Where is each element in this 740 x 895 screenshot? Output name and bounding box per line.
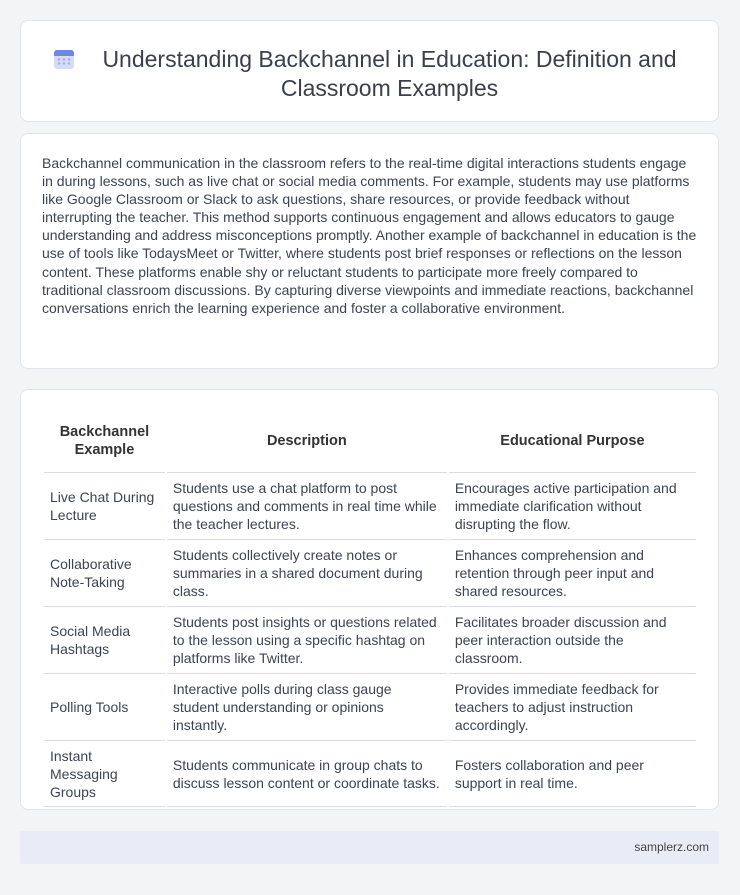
examples-table xyxy=(42,410,698,807)
table-row xyxy=(44,472,696,539)
cell-example: Collaborative Note-Taking xyxy=(44,539,165,606)
cell-example: Social Media Hashtags xyxy=(44,606,165,673)
header-description: Description xyxy=(266,433,347,449)
cell-purpose: Fosters collaboration and peer support in real time. xyxy=(449,740,696,807)
header-example: Backchannel Example xyxy=(59,424,150,458)
page-title: Understanding Backchannel in Education: Definition and Classroom Examples xyxy=(102,46,677,101)
table-row xyxy=(44,740,696,807)
cell-example: Polling Tools xyxy=(44,673,165,740)
cell-purpose: Enhances comprehension and retention through peer input and shared resources. xyxy=(449,539,696,606)
cell-purpose: Facilitates broader discussion and peer interaction outside the classroom. xyxy=(449,606,696,673)
cell-example: Live Chat During Lecture xyxy=(44,472,165,539)
header-purpose: Educational Purpose xyxy=(500,433,645,449)
table-header-row xyxy=(44,410,696,472)
cell-purpose: Provides immediate feedback for teachers to adjust instruction accordingly. xyxy=(449,673,696,740)
cell-purpose: Encourages active participation and immediate clarification without disrupting the flow. xyxy=(449,472,696,539)
cell-description: Students use a chat platform to post questions and comments in real time while the teacher lectures. xyxy=(167,472,447,539)
footer-bar xyxy=(20,831,719,864)
cell-description: Students post insights or questions related to the lesson using a specific hashtag on platforms like Twitter. xyxy=(167,606,447,673)
cell-description: Interactive polls during class gauge student understanding or opinions instantly. xyxy=(167,673,447,740)
cell-description: Students communicate in group chats to discuss lesson content or coordinate tasks. xyxy=(167,740,447,807)
table-row xyxy=(44,606,696,673)
table-row xyxy=(44,673,696,740)
title-card xyxy=(20,20,719,122)
table-card xyxy=(20,389,719,810)
footer-site-link[interactable]: samplerz.com xyxy=(634,840,709,854)
cell-example: Instant Messaging Groups xyxy=(44,740,165,807)
intro-paragraph: Backchannel communication in the classroom refers to the real-time digital interactions students engage in during lessons, such as live chat or social media comments. For example, students may use platforms like Google Classroom or Slack to ask questions, share resources, or provide feedback without interrupting the teacher. This method supports continuous engagement and allows educators to gauge understanding and address misconceptions promptly. Another example of backchannel in education is the use of tools like TodaysMeet or Twitter, where students post brief responses or reflections on the lesson content. These platforms enable shy or reluctant students to participate more freely compared to traditional classroom discussions. By capturing diverse viewpoints and immediate reactions, backchannel conversations enrich the learning experience and foster a collaborative environment. xyxy=(42,155,697,316)
table-row xyxy=(44,539,696,606)
intro-card xyxy=(20,133,719,369)
cell-description: Students collectively create notes or summaries in a shared document during class. xyxy=(167,539,447,606)
